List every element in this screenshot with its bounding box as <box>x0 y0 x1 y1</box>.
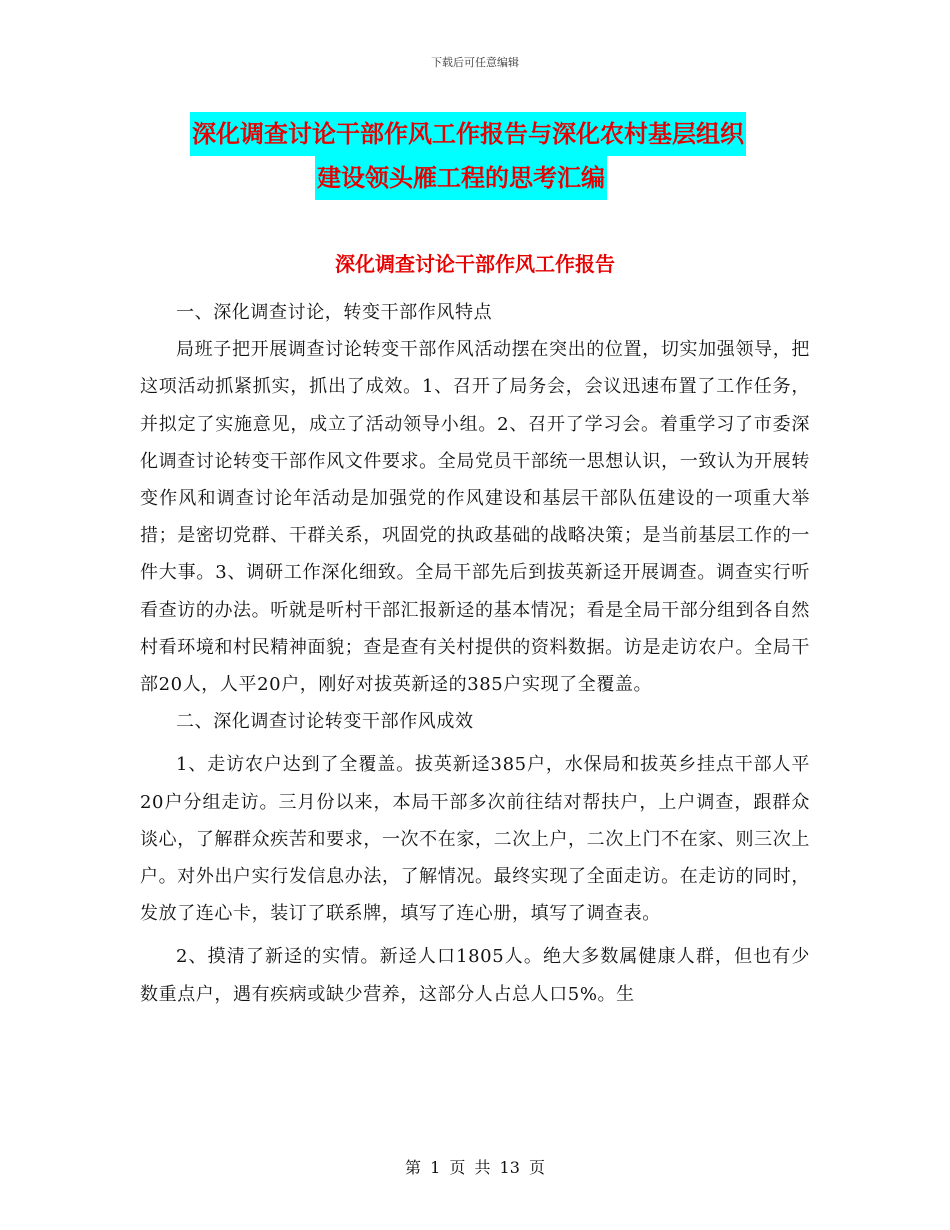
heading-2: 二、深化调查讨论转变干部作风成效 <box>176 711 474 733</box>
paragraph: 2、摸清了新迳的实情。新迳人口1805人。绝大多数属健康人群，但也有少数重点户，遇有疾病或缺少营养，这部分人占总人口5%。生 <box>140 946 810 1005</box>
document-title <box>190 112 810 200</box>
paragraph: 1、走访农户达到了全覆盖。拔英新迳385户，水保局和拔英乡挂点干部人平20户分组走访。三月份以来，本局干部多次前往结对帮扶户，上户调查，跟群众谈心，了解群众疾苦和要求，一次不在家，二次上户，二次上门不在家、则三次上户。对外出户实行发信息办法，了解情况。最终实现了全面走访。在走访的同时，发放了连心卡，装订了联系牌，填写了连心册，填写了调查表。 <box>140 754 810 925</box>
title-line-1: 深化调查讨论干部作风工作报告与深化农村基层组织 <box>190 112 746 156</box>
paragraph: 局班子把开展调查讨论转变干部作风活动摆在突出的位置，切实加强领导，把这项活动抓紧抓实，抓出了成效。1、召开了局务会，会议迅速布置了工作任务，并拟定了实施意见，成立了活动领导小组。2、召开了学习会。着重学习了市委深化调查讨论转变干部作风文件要求。全局党员干部统一思想认识，一致认为开展转变作风和调查讨论年活动是加强党的作风建设和基层干部队伍建设的一项重大举措；是密切党群、干群关系，巩固党的执政基础的战略决策；是当前基层工作的一件大事。3、调研工作深化细致。全局干部先后到拔英新迳开展调查。调查实行听看查访的办法。听就是听村干部汇报新迳的基本情况；看是全局干部分组到各自然村看环境和村民精神面貌；查是查有关村提供的资料数据。访是走访农户。全局干部20人，人平20户，刚好对拔英新迳的385户实现了全覆盖。 <box>140 339 810 696</box>
page-footer: 第 1 页 共 13 页 <box>405 1158 545 1177</box>
document-body <box>140 294 810 1013</box>
page-header: 下载后可任意编辑 <box>431 56 519 69</box>
section-title: 深化调查讨论干部作风工作报告 <box>335 252 615 276</box>
heading-1: 一、深化调查讨论，转变干部作风特点 <box>176 302 493 323</box>
title-line-2: 建设领头雁工程的思考汇编 <box>315 156 607 200</box>
